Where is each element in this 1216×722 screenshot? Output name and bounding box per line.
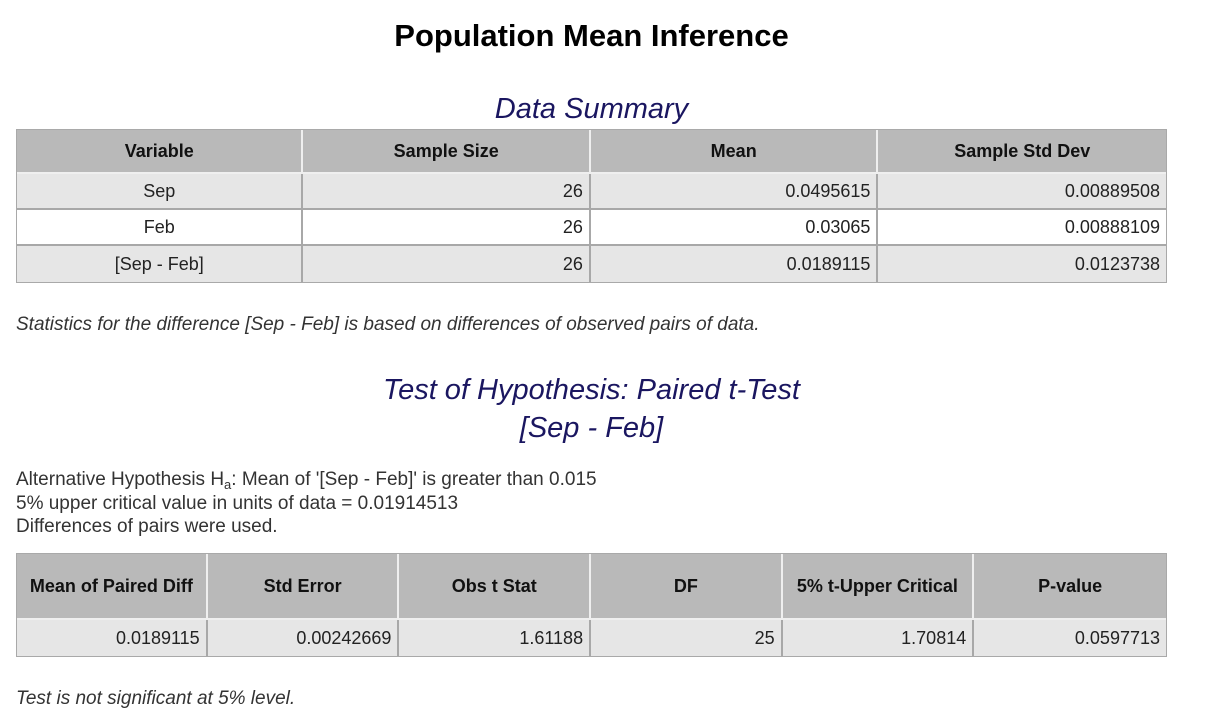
std-error-cell: 0.00242669: [208, 620, 400, 656]
column-header: Variable: [17, 130, 303, 174]
mean-cell: 0.03065: [591, 210, 879, 246]
t-test-table: [16, 553, 1167, 657]
difference-note: Statistics for the difference [Sep - Feb] is based on differences of observed pairs of data.: [16, 314, 760, 335]
column-header: Obs t Stat: [399, 554, 591, 620]
hypothesis-block: [16, 467, 597, 540]
p-value-cell: 0.0597713: [974, 620, 1166, 656]
column-header: Sample Std Dev: [878, 130, 1166, 174]
variable-cell: Sep: [17, 174, 303, 210]
data-summary-title: Data Summary: [494, 93, 689, 125]
sample-size-cell: 26: [303, 210, 590, 246]
column-header: P-value: [974, 554, 1166, 620]
column-header: DF: [591, 554, 783, 620]
column-header: Sample Size: [303, 130, 590, 174]
column-header: 5% t-Upper Critical: [783, 554, 975, 620]
critical-value-line: 5% upper critical value in units of data = 0.01914513: [16, 493, 459, 514]
column-header: Mean of Paired Diff: [17, 554, 208, 620]
mean-diff-cell: 0.0189115: [17, 620, 208, 656]
table-header-row: [17, 130, 1166, 174]
table-row: [17, 620, 1166, 656]
alternative-hypothesis: [16, 467, 597, 493]
df-cell: 25: [591, 620, 783, 656]
sample-size-cell: 26: [303, 246, 590, 282]
hypothesis-subscript: a: [224, 477, 232, 492]
page-title: Population Mean Inference: [394, 18, 789, 53]
mean-cell: 0.0495615: [591, 174, 879, 210]
std-dev-cell: 0.00889508: [878, 174, 1166, 210]
hypothesis-prefix: Alternative Hypothesis H: [16, 469, 225, 490]
variable-cell: [Sep - Feb]: [17, 246, 303, 282]
table-row: [17, 210, 1166, 246]
conclusion-text: Test is not significant at 5% level.: [16, 688, 296, 709]
std-dev-cell: 0.00888109: [878, 210, 1166, 246]
mean-cell: 0.0189115: [591, 246, 879, 282]
hypothesis-text: : Mean of '[Sep - Feb]' is greater than 0.015: [231, 469, 597, 490]
test-subtitle: [Sep - Feb]: [519, 412, 664, 444]
sample-size-cell: 26: [303, 174, 590, 210]
test-title: Test of Hypothesis: Paired t-Test: [383, 374, 800, 406]
table-row: [17, 174, 1166, 210]
t-critical-cell: 1.70814: [783, 620, 975, 656]
pairs-used-line: Differences of pairs were used.: [16, 516, 278, 537]
std-dev-cell: 0.0123738: [878, 246, 1166, 282]
column-header: Mean: [591, 130, 879, 174]
table-header-row: [17, 554, 1166, 620]
table-row: [17, 246, 1166, 282]
data-summary-table: [16, 129, 1167, 283]
column-header: Std Error: [208, 554, 400, 620]
t-stat-cell: 1.61188: [399, 620, 591, 656]
variable-cell: Feb: [17, 210, 303, 246]
